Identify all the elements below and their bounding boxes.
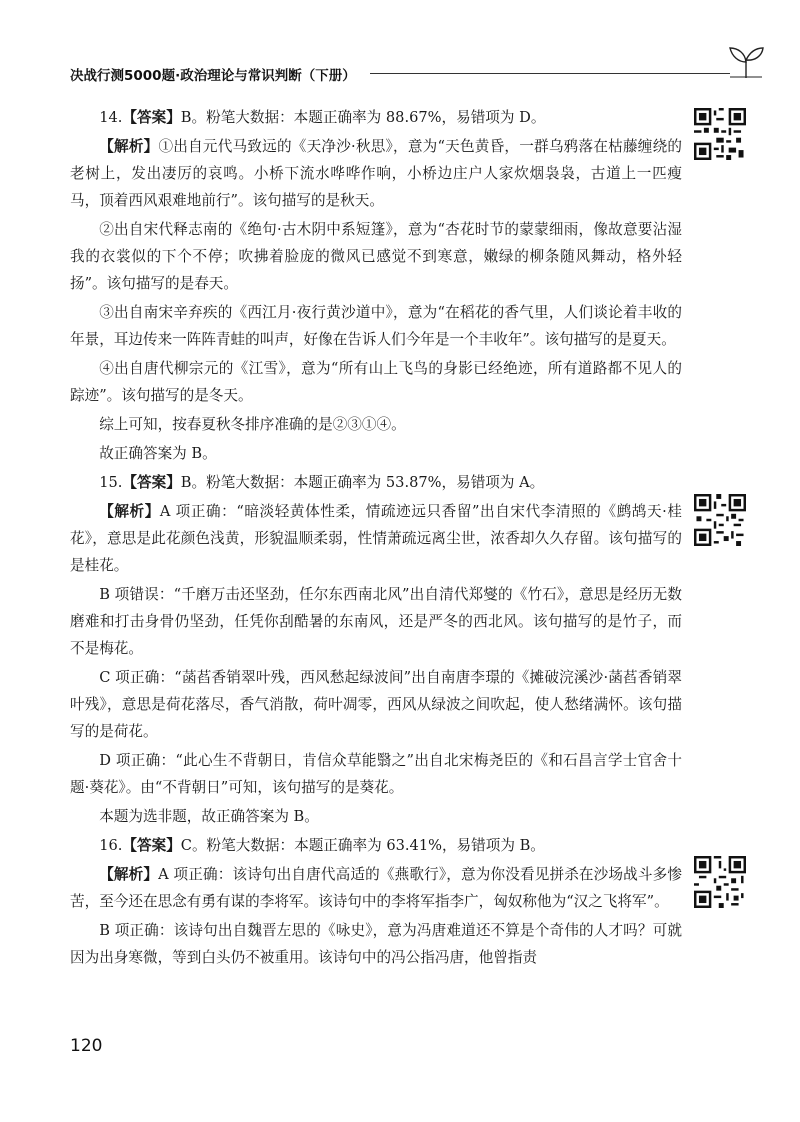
- q15-answer: 15.【答案】B。粉笔大数据：本题正确率为 53.87%，易错项为 A。: [99, 474, 545, 491]
- q14-paragraph: ②出自宋代释志南的《绝句·古木阴中系短篷》，意为“杏花时节的蒙蒙细雨，像故意要沾湿我的衣裳似的下个不停；吹拂着脸庞的微风已感觉不到寒意，嫩绿的柳条随风舞动，格外轻扬”。该句描写的是春天。: [70, 221, 682, 292]
- page-content: [70, 104, 682, 973]
- page-number: 120: [70, 1036, 103, 1056]
- q15-analysis: 【解析】A 项正确：“暗淡轻黄体性柔，情疏迹远只香留”出自宋代李清照的《鹧鸪天·桂花》，意思是此花颜色浅黄，形貌温顺柔弱，性情萧疏远离尘世，浓香却久久存留。该句描写的是桂花。: [70, 503, 682, 574]
- q15-paragraph: B 项错误：“千磨万击还坚劲，任尔东西南北风”出自清代郑燮的《竹石》，意思是经历无数磨难和打击身骨仍坚劲，任凭你刮酷暑的东南风，还是严冬的西北风。该句描写的是竹子，而不是梅花。: [70, 586, 682, 657]
- q15-paragraph: D 项正确：“此心生不背朝日，肯信众草能翳之”出自北宋梅尧臣的《和石昌言学士官舍十题·葵花》。由“不背朝日”可知，该句描写的是葵花。: [70, 752, 682, 796]
- q16-answer: 16.【答案】C。粉笔大数据：本题正确率为 63.41%，易错项为 B。: [99, 837, 545, 854]
- q16-analysis: 【解析】A 项正确：该诗句出自唐代高适的《燕歌行》，意为你没看见拼杀在沙场战斗多惨苦，至今还在思念有勇有谋的李将军。该诗句中的李将军指李广，匈奴称他为“汉之飞将军”。: [70, 866, 682, 910]
- book-title: 决战行测5000题·政治理论与常识判断（下册）: [70, 68, 356, 84]
- qr-code-icon[interactable]: [694, 856, 746, 908]
- q14-paragraph: ③出自南宋辛弃疾的《西江月·夜行黄沙道中》，意为“在稻花的香气里，人们谈论着丰收的年景，耳边传来一阵阵青蛙的叫声，好像在告诉人们今年是一个丰收年”。该句描写的是夏天。: [70, 304, 682, 348]
- q16-paragraph: B 项正确：该诗句出自魏晋左思的《咏史》，意为冯唐难道还不算是个奇伟的人才吗？可就因为出身寒微，等到白头仍不被重用。该诗句中的冯公指冯唐，他曾指责: [70, 922, 682, 966]
- q14-paragraph: 故正确答案为 B。: [99, 445, 217, 462]
- q14-answer: 14.【答案】B。粉笔大数据：本题正确率为 88.67%，易错项为 D。: [99, 109, 546, 126]
- q14-paragraph: 综上可知，按春夏秋冬排序准确的是②③①④。: [99, 416, 406, 433]
- header-rule: [370, 73, 730, 74]
- qr-code-icon[interactable]: [694, 494, 746, 546]
- qr-code-icon[interactable]: [694, 108, 746, 160]
- page-header: [70, 58, 760, 88]
- q14-analysis: 【解析】①出自元代马致远的《天净沙·秋思》，意为“天色黄昏，一群乌鸦落在枯藤缠绕的老树上，发出凄厉的哀鸣。小桥下流水哗哗作响，小桥边庄户人家炊烟袅袅，古道上一匹瘦马，顶着西风艰难地前行”。该句描写的是秋天。: [70, 138, 682, 209]
- sprout-icon: [726, 44, 766, 80]
- q15-paragraph: 本题为选非题，故正确答案为 B。: [99, 808, 319, 825]
- q14-paragraph: ④出自唐代柳宗元的《江雪》，意为“所有山上飞鸟的身影已经绝迹，所有道路都不见人的踪迹”。该句描写的是冬天。: [70, 360, 682, 404]
- q15-paragraph: C 项正确：“菡萏香销翠叶残，西风愁起绿波间”出自南唐李璟的《摊破浣溪沙·菡萏香销翠叶残》，意思是荷花落尽，香气消散，荷叶凋零，西风从绿波之间吹起，使人愁绪满怀。该句描写的是荷花。: [70, 669, 682, 740]
